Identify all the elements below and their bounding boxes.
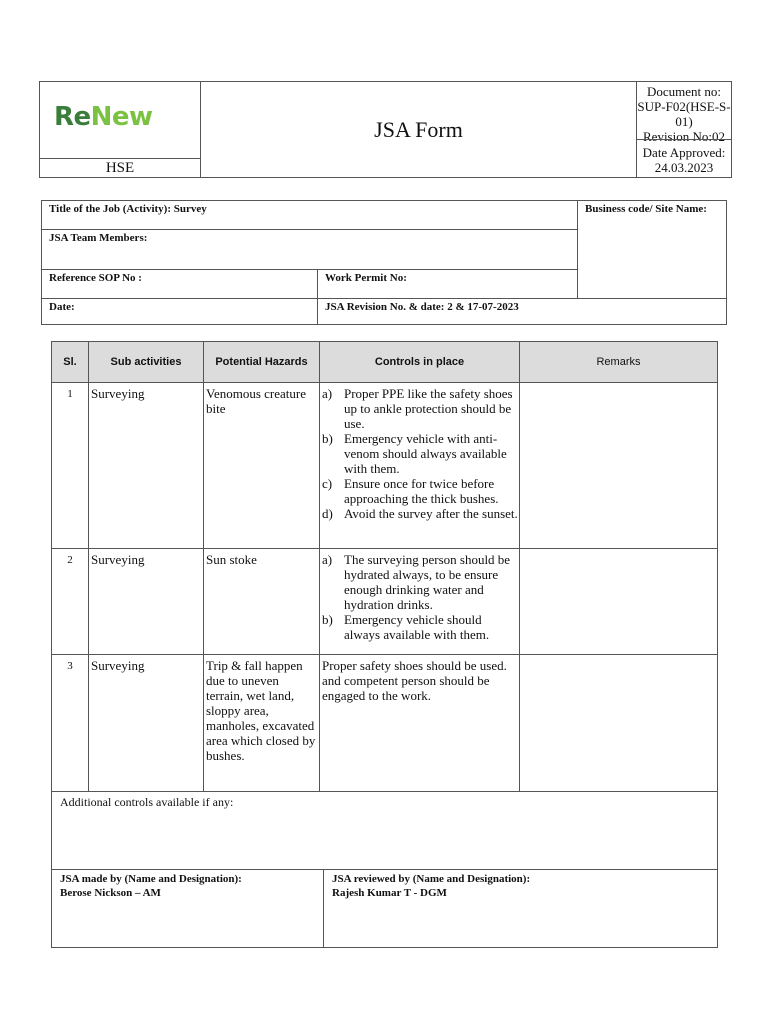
date-approved-label: Date Approved:: [642, 145, 726, 160]
control-item: a) Proper PPE like the safety shoes up to ankle protection should be use.: [322, 386, 513, 431]
col-potential-hazards: Potential Hazards: [204, 342, 320, 382]
control-item: d) Avoid the survey after the sunset.: [322, 506, 518, 521]
business-code: Business code/ Site Name:: [577, 201, 726, 298]
form-title: JSA Form: [201, 82, 637, 177]
hazard-table: [51, 341, 718, 948]
row-sl: 1: [52, 383, 89, 548]
logo-cell: [40, 82, 201, 158]
row-remarks: [520, 549, 717, 654]
row-sl: 3: [52, 655, 89, 791]
row-hazard: Venomous creature bite: [204, 383, 320, 548]
jsa-revision: JSA Revision No. & date: 2 & 17-07-2023: [317, 298, 726, 324]
row-sub-activity: Surveying: [89, 655, 204, 791]
table-row: [52, 655, 717, 792]
row-sl: 2: [52, 549, 89, 654]
revision-no: Revision No:02: [643, 129, 725, 144]
control-item: a) The surveying person should be hydrated always, to be ensure enough drinking water and hydration drinks.: [322, 552, 511, 612]
table-row: [52, 383, 717, 549]
renew-logo: ReNew: [54, 102, 153, 132]
document-header: [39, 81, 732, 178]
document-number-cell: [637, 82, 731, 144]
job-title: Title of the Job (Activity): Survey: [49, 203, 207, 215]
table-header: [52, 342, 717, 383]
row-hazard: Trip & fall happen due to uneven terrain, wet land, sloppy area, manholes, excavated area which closed by bushes.: [204, 655, 320, 791]
made-by-name: Berose Nickson – AM: [60, 887, 161, 899]
document-no: SUP-F02(HSE-S-01): [637, 99, 731, 129]
row-controls: Proper safety shoes should be used. and competent person should be engaged to the work.: [320, 655, 520, 791]
team-members: JSA Team Members:: [42, 229, 577, 269]
row-remarks: [520, 655, 717, 791]
job-info-table: [41, 200, 727, 325]
additional-controls: Additional controls available if any:: [60, 795, 234, 809]
row-sub-activity: Surveying: [89, 549, 204, 654]
reviewed-by-name: Rajesh Kumar T - DGM: [332, 887, 447, 899]
date-field: Date:: [42, 298, 317, 324]
date-approved: 24.03.2023: [654, 160, 714, 175]
row-controls: [320, 549, 520, 654]
control-item: b) Emergency vehicle should always available with them.: [322, 612, 490, 642]
row-sub-activity: Surveying: [89, 383, 204, 548]
row-remarks: [520, 383, 717, 548]
made-by-label: JSA made by (Name and Designation):: [60, 873, 242, 885]
made-by-cell: [52, 870, 324, 947]
row-hazard: Sun stoke: [204, 549, 320, 654]
department-label: HSE: [40, 158, 201, 177]
reference-sop: Reference SOP No :: [42, 269, 317, 298]
col-sl: Sl.: [52, 342, 89, 382]
additional-controls-row: [52, 792, 717, 870]
col-controls: Controls in place: [320, 342, 520, 382]
date-approved-cell: [637, 139, 731, 177]
reviewed-by-label: JSA reviewed by (Name and Designation):: [332, 873, 531, 885]
reviewed-by-cell: [324, 870, 717, 947]
col-sub-activities: Sub activities: [89, 342, 204, 382]
document-no-label: Document no:: [646, 84, 721, 99]
control-item: c) Ensure once for twice before approaching the thick bushes.: [322, 476, 499, 506]
work-permit: Work Permit No:: [317, 269, 577, 298]
table-row: [52, 549, 717, 655]
control-item: b) Emergency vehicle with anti-venom should always available with them.: [322, 431, 507, 476]
col-remarks: Remarks: [520, 342, 717, 382]
signature-row: [52, 870, 717, 947]
row-controls: [320, 383, 520, 548]
